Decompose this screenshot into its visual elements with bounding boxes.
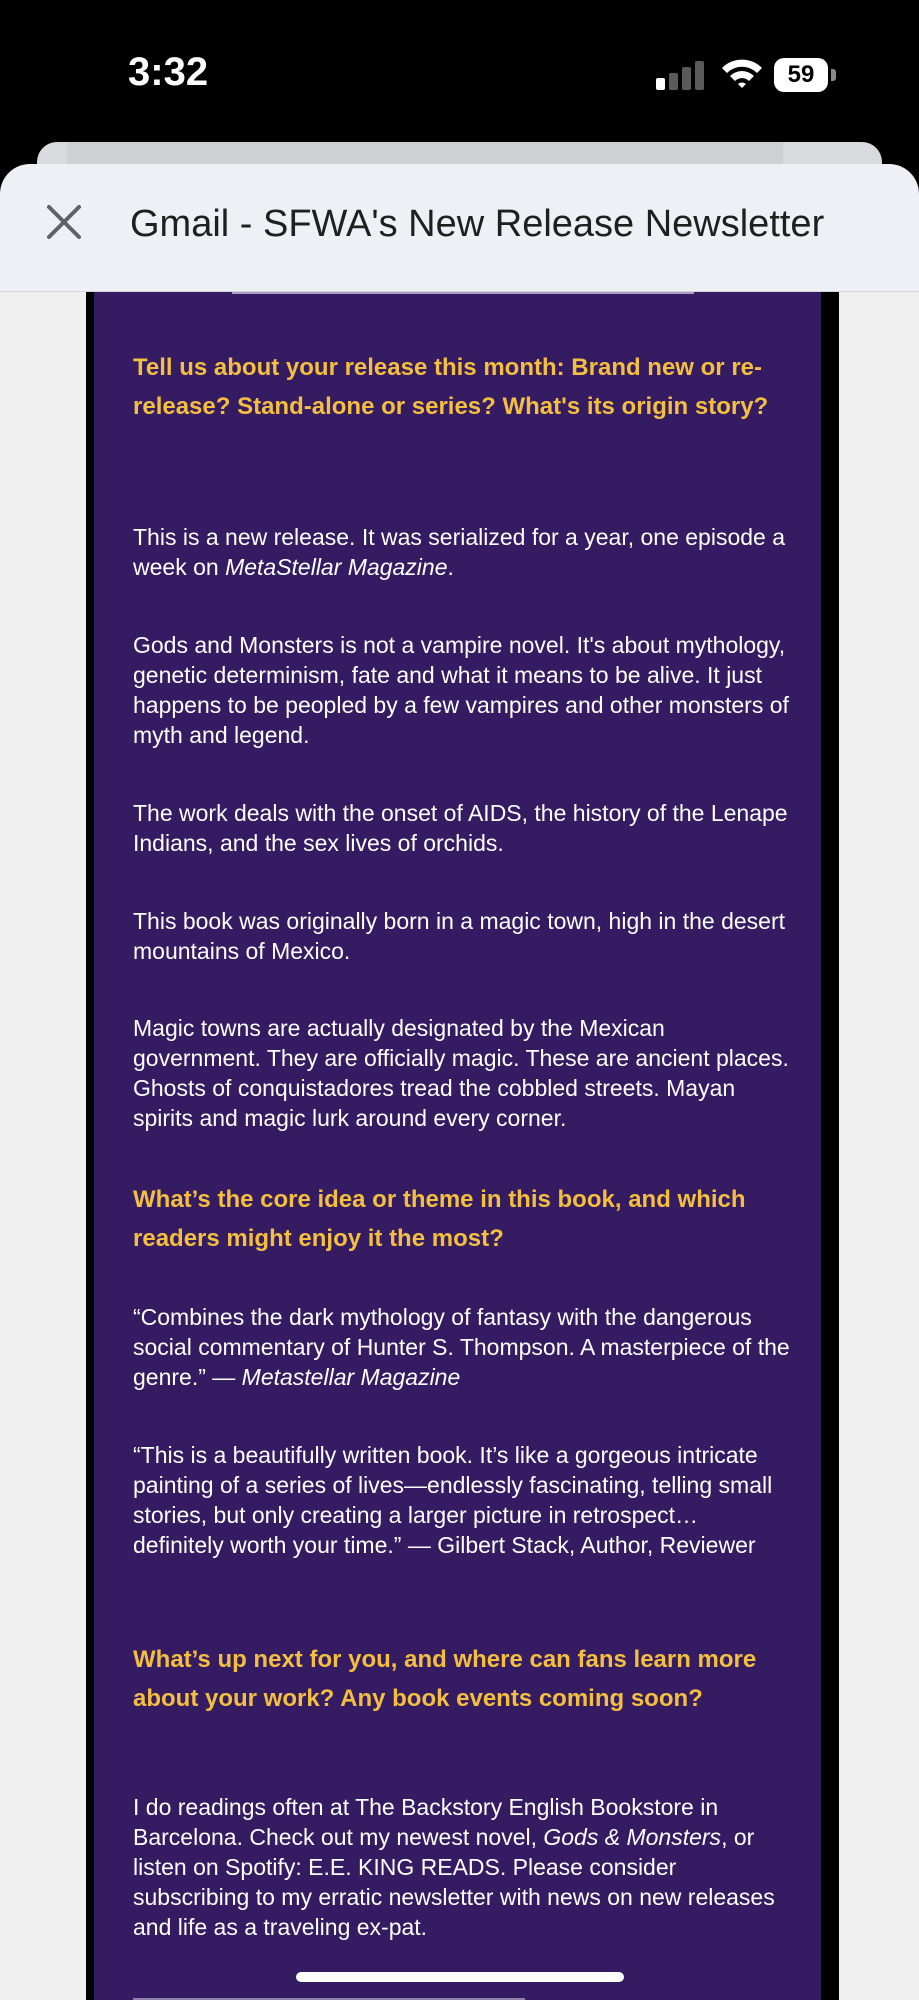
review-quote-gilbert-stack: “This is a beautifully written book. It’s like a gorgeous intricate painting of a series of lives—endlessly fascinating, telling small stories, but only creating a larger picture in retrospect… definitely worth your time.” — Gilbert Stack, Author, Reviewer [133, 1442, 773, 1558]
divider-line [232, 292, 694, 294]
answer-magic-towns-detail: Magic towns are actually designated by the Mexican government. They are officially magic. These are ancient places. Ghosts of conquistadores tread the cobbled streets. Mayan spirits and magic lurk around every corner. [133, 1015, 789, 1131]
review-quote-metastellar: “Combines the dark mythology of fantasy with the dangerous social commentary of Hunter S. Thompson. A masterpiece of the genre.” — Metastellar Magazine [133, 1304, 790, 1390]
close-icon [36, 194, 92, 250]
question-core-idea: What’s the core idea or theme in this book, and which readers might enjoy it the most? [133, 1186, 746, 1252]
question-whats-next: What’s up next for you, and where can fans learn more about your work? Any book events coming soon? [133, 1646, 757, 1712]
wifi-icon [720, 56, 764, 90]
page-title: Gmail - SFWA's New Release Newsletter [130, 203, 825, 245]
battery-icon [774, 58, 836, 92]
answer-not-vampire-novel: Gods and Monsters is not a vampire novel. It's about mythology, genetic determinism, fate and what it means to be alive. It just happens to be peopled by a few vampires and other monsters of myth and legend. [133, 632, 789, 748]
status-bar [0, 0, 919, 140]
battery-level: 59 [787, 61, 815, 88]
answer-readings: I do readings often at The Backstory English Bookstore in Barcelona. Check out my newest novel, Gods & Monsters, or listen on Spotify: E.E. KING READS. Please consider subscribing to my erratic newsletter with news on new releases and life as a traveling ex-pat. [133, 1794, 775, 1940]
answer-work-themes: The work deals with the onset of AIDS, the history of the Lenape Indians, and the sex lives of orchids. [133, 800, 788, 856]
home-indicator[interactable] [296, 1972, 624, 1982]
status-time: 3:32 [128, 50, 209, 94]
email-viewer[interactable] [0, 292, 919, 2000]
question-release: Tell us about your release this month: Brand new or re-release? Stand-alone or series? What's its origin story? [133, 354, 769, 420]
answer-magic-town: This book was originally born in a magic town, high in the desert mountains of Mexico. [133, 908, 786, 964]
viewer-header [0, 164, 919, 292]
cellular-signal-icon [656, 60, 704, 90]
close-button[interactable] [36, 194, 92, 250]
answer-new-release: This is a new release. It was serialized for a year, one episode a week on MetaStellar Magazine. [133, 524, 786, 580]
